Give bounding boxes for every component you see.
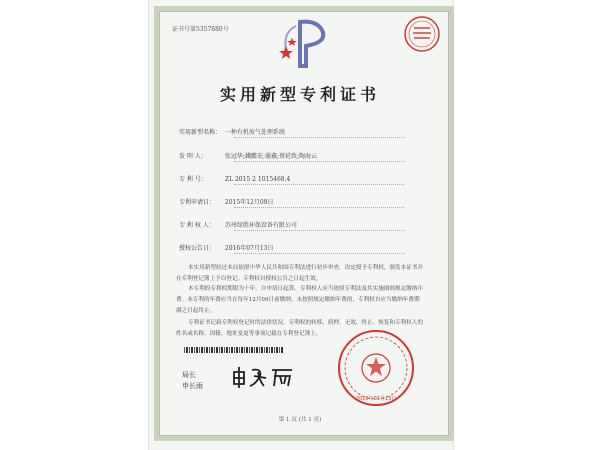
field-inventors (179, 151, 317, 160)
field-value: ZL 2015 2 1015468.4 (224, 176, 291, 183)
field-divider (234, 230, 404, 231)
official-seal-icon (336, 328, 416, 408)
field-label: 实用新型名称： (179, 129, 222, 136)
field-divider (234, 207, 404, 208)
cnipa-logo-icon (270, 16, 334, 72)
field-label: 授权公告日： (179, 245, 216, 252)
field-patent-number (179, 174, 290, 183)
record-paragraph: 专利证书记载专利权登记时的法律状况。专利权的转移、质押、无效、终止、恢复和专利权人的姓名或名称、国籍、地址变更等事项记载在专利登记簿上。 (176, 320, 423, 337)
field-label: 专 利 号： (179, 176, 207, 183)
red-stamp-icon (402, 12, 442, 56)
field-label: 专利申请日： (179, 199, 216, 206)
field-divider (234, 184, 404, 185)
grant-paragraph: 本实用新型经过本局依照中华人民共和国专利法进行初步审查，决定授予专利权，颁发本证书并在专利登记簿上予以登记。专利权自授权公告之日起生效。 (176, 265, 423, 282)
director-name: 申长雨 (182, 382, 203, 390)
field-divider (234, 161, 404, 162)
field-value: 2016年07月13日 (224, 245, 274, 252)
page-number: 第 1 页 (共 1 页) (278, 417, 322, 423)
field-value: 一种有机废气处理系统 (224, 129, 285, 136)
field-label: 发 明 人： (179, 153, 207, 160)
field-patentee (179, 220, 297, 229)
certificate-title: 实用新型专利证书 (219, 85, 380, 104)
field-utility-model-name (179, 127, 285, 136)
certificate-serial: 证书号第5357880号 (172, 26, 229, 33)
field-divider (234, 137, 404, 138)
field-value: 张冠华;鐵艦宏;谢鑫;蔡延致;陶海云 (224, 153, 318, 160)
field-value: 苏州绿胜环保设备有限公司 (224, 222, 297, 229)
seal-date: 2016年07月13日 (355, 396, 397, 402)
field-grant-date (179, 243, 273, 252)
barcode (184, 347, 284, 353)
field-divider (234, 253, 404, 254)
handwritten-signature (230, 364, 296, 390)
director-label: 局长 (182, 371, 196, 379)
field-value: 2015年12月09日 (224, 199, 274, 206)
term-paragraph: 本专利的专利权期限为十年，自申请日起算。专利权人应当依照专利法及其实施细则规定缴纳年费。本专利的年费应当在每年12月09日前缴纳。未按照规定缴纳年费的，专利权自应当缴纳年费期满之日起终止。 (176, 286, 423, 314)
field-application-date (179, 197, 273, 206)
field-label: 专 利 权 人： (179, 222, 215, 229)
